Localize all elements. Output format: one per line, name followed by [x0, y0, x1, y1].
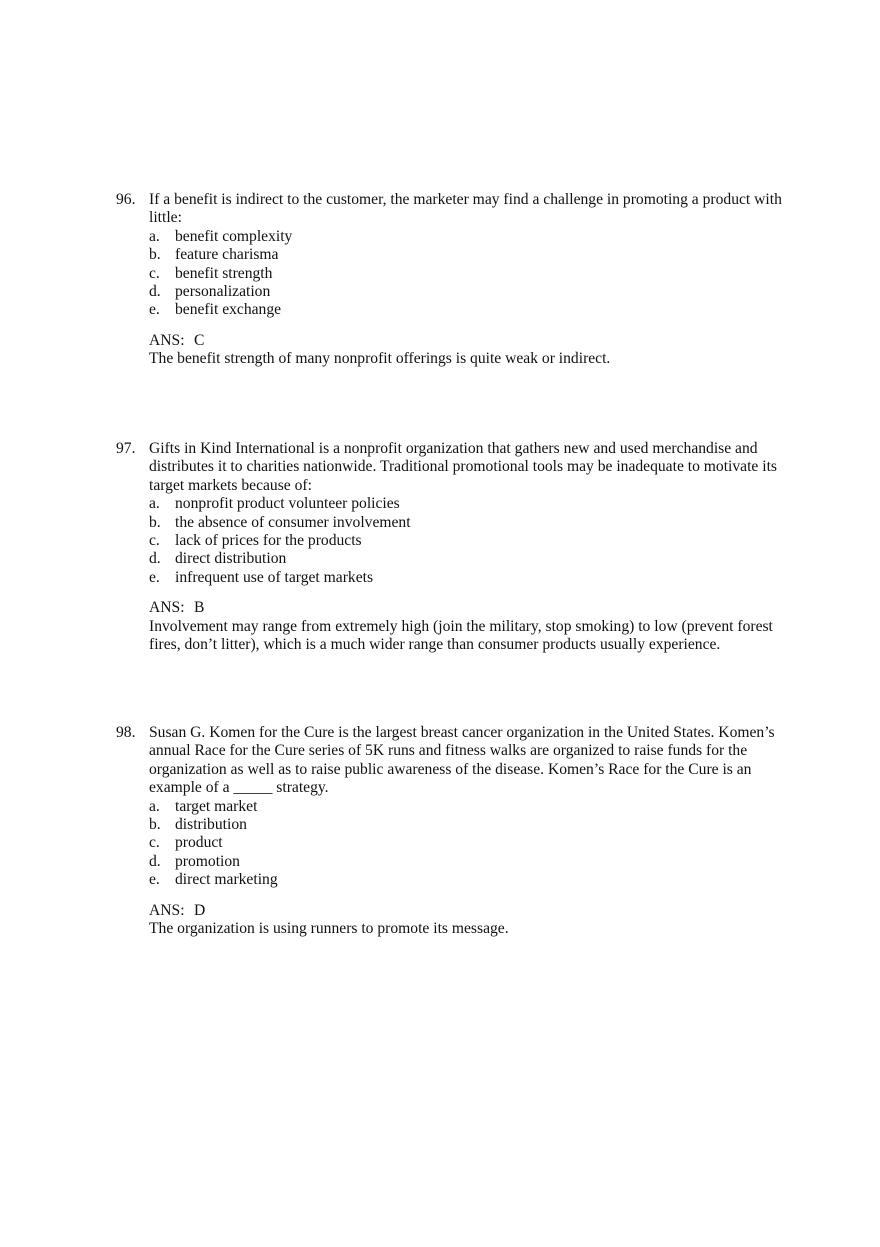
answer-explanation: Involvement may range from extremely high (join the military, stop smoking) to low (prevent forest fires, don’t litter), which is a much wider range than consumer products usually experience. — [149, 617, 773, 654]
choice-letter: a. — [149, 797, 160, 815]
question-body — [149, 191, 801, 369]
answer-block — [149, 599, 801, 654]
question-number: 96. — [116, 191, 136, 208]
question-stem: Gifts in Kind International is a nonprofit organization that gathers new and used merchandise and distributes it to charities nationwide. Traditional promotional tools may be inadequate to motivate its target markets because of: — [149, 440, 777, 494]
question-96 — [116, 191, 806, 369]
question-body — [149, 440, 801, 654]
choice-letter: b. — [149, 246, 161, 264]
choice-d — [149, 283, 801, 301]
choice-c — [149, 834, 801, 852]
answer-explanation: The benefit strength of many nonprofit offerings is quite weak or indirect. — [149, 350, 611, 368]
choice-a — [149, 798, 801, 816]
choice-a — [149, 495, 801, 513]
choice-text: target market — [175, 797, 258, 815]
choice-letter: a. — [149, 495, 160, 513]
choice-letter: c. — [149, 834, 160, 852]
choice-text: direct marketing — [175, 871, 278, 889]
question-body — [149, 724, 801, 938]
choice-list — [149, 228, 801, 320]
choice-text: distribution — [175, 816, 247, 834]
answer-line — [149, 332, 801, 350]
answer-label: ANS: — [149, 599, 185, 617]
answer-block — [149, 332, 801, 369]
choice-e — [149, 569, 801, 587]
choice-text: lack of prices for the products — [175, 532, 362, 550]
choice-letter: a. — [149, 227, 160, 245]
choice-text: benefit complexity — [175, 227, 293, 245]
choice-letter: e. — [149, 871, 160, 889]
choice-letter: c. — [149, 264, 160, 282]
answer-value: C — [194, 331, 205, 349]
choice-letter: c. — [149, 532, 160, 550]
choice-list — [149, 798, 801, 890]
question-stem: Susan G. Komen for the Cure is the largest breast cancer organization in the United States. Komen’s annual Race for the Cure series of 5K runs and fitness walks are organized to raise funds for the organization as well as to raise public awareness of the disease. Komen’s Race for the Cure is an example of a _____ strategy. — [149, 724, 775, 797]
choice-e — [149, 301, 801, 319]
choice-list — [149, 495, 801, 587]
choice-d — [149, 853, 801, 871]
choice-text: nonprofit product volunteer policies — [175, 495, 400, 513]
choice-text: direct distribution — [175, 550, 287, 568]
answer-label: ANS: — [149, 901, 185, 919]
answer-explanation: The organization is using runners to promote its message. — [149, 920, 509, 938]
question-number: 98. — [116, 724, 136, 741]
choice-letter: d. — [149, 550, 161, 568]
answer-block — [149, 902, 801, 939]
answer-line — [149, 599, 801, 617]
choice-letter: d. — [149, 283, 161, 301]
answer-value: B — [194, 599, 205, 617]
choice-text: benefit strength — [175, 264, 273, 282]
answer-line — [149, 902, 801, 920]
choice-text: the absence of consumer involvement — [175, 513, 411, 531]
choice-c — [149, 532, 801, 550]
choice-e — [149, 871, 801, 889]
choice-c — [149, 265, 801, 283]
choice-b — [149, 514, 801, 532]
answer-label: ANS: — [149, 331, 185, 349]
choice-letter: b. — [149, 513, 161, 531]
choice-d — [149, 550, 801, 568]
choice-text: infrequent use of target markets — [175, 568, 374, 586]
choice-letter: b. — [149, 816, 161, 834]
choice-a — [149, 228, 801, 246]
question-98 — [116, 724, 806, 938]
question-number: 97. — [116, 440, 136, 457]
choice-b — [149, 816, 801, 834]
choice-letter: d. — [149, 852, 161, 870]
question-97 — [116, 440, 806, 654]
choice-b — [149, 246, 801, 264]
choice-text: benefit exchange — [175, 301, 282, 319]
question-stem: If a benefit is indirect to the customer, the marketer may find a challenge in promoting a product with little: — [149, 191, 782, 227]
choice-letter: e. — [149, 301, 160, 319]
choice-text: promotion — [175, 852, 240, 870]
choice-letter: e. — [149, 568, 160, 586]
choice-text: feature charisma — [175, 246, 279, 264]
answer-value: D — [194, 901, 206, 919]
choice-text: product — [175, 834, 223, 852]
choice-text: personalization — [175, 283, 271, 301]
